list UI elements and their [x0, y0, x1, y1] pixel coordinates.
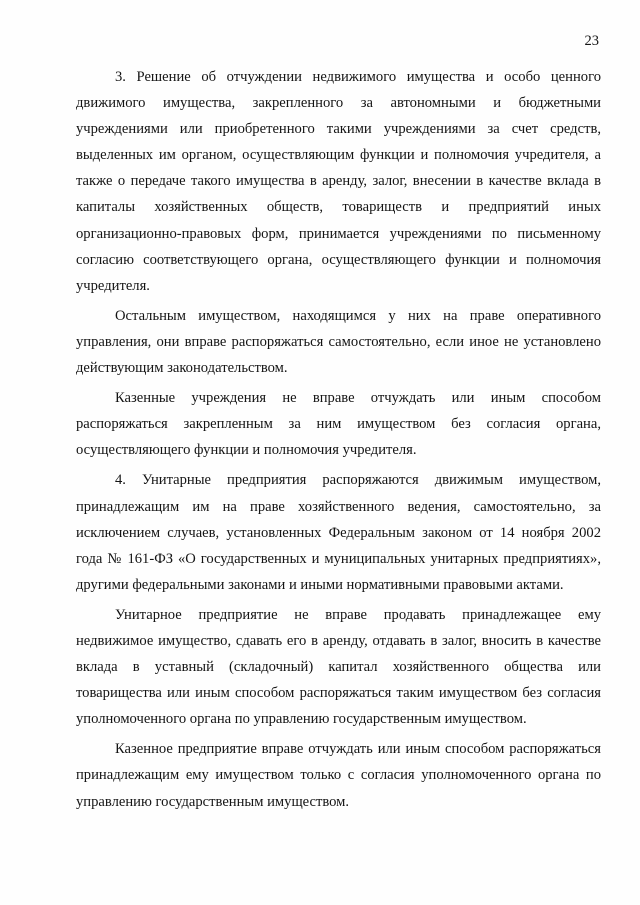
paragraph-3-state-institutions: Казенные учреждения не вправе отчуждать или иным способом распоряжаться закрепленным за ним имуществом без согласия органа, осуществляющего функции и полномочия учредителя.	[76, 390, 601, 459]
paragraph-1-alienation-decision: 3. Решение об отчуждении недвижимого имущества и особо ценного движимого имущества, закрепленного за автономными и бюджетными учреждениями или приобретенного такими учреждениями за счет средств, выделенных им органом, осуществляющим функции и полномочия учредителя, а также о передаче такого имущества в аренду, залог, внесении в качестве вклада в капиталы хозяйственных обществ, товариществ и предприятий иных организационно-правовых форм, принимается учреждениями по письменному согласию соответствующего органа, осуществляющего функции и полномочия учредителя.	[76, 69, 601, 294]
paragraph-2-other-property: Остальным имуществом, находящимся у них на праве оперативного управления, они вправе распоряжаться самостоятельно, если иное не установлено действующим законодательством.	[76, 307, 601, 377]
document-body	[76, 64, 601, 817]
paragraph-5-real-estate-restriction: Унитарное предприятие не вправе продавать принадлежащее ему недвижимое имущество, сдавать его в аренду, отдавать в залог, вносить в качестве вклада в уставный (складочный) капитал хозяйственного общества или товарищества или иным способом распоряжаться таким имуществом без согласия уполномоченного органа по управлению государственным имуществом.	[76, 606, 601, 728]
paragraph-6-state-enterprise: Казенное предприятие вправе отчуждать или иным способом распоряжаться принадлежащим ему имуществом только с согласия уполномоченного органа по управлению государственным имуществом.	[76, 741, 601, 810]
paragraph-4-unitary-enterprises: 4. Унитарные предприятия распоряжаются движимым имуществом, принадлежащим им на праве хозяйственного ведения, самостоятельно, за исключением случаев, установленных Федеральным законом от 14 ноября 2002 года № 161-ФЗ «О государственных и муниципальных унитарных предприятиях», другими федеральными законами и иными нормативными правовыми актами.	[76, 472, 601, 593]
page-number: 23	[584, 33, 599, 49]
